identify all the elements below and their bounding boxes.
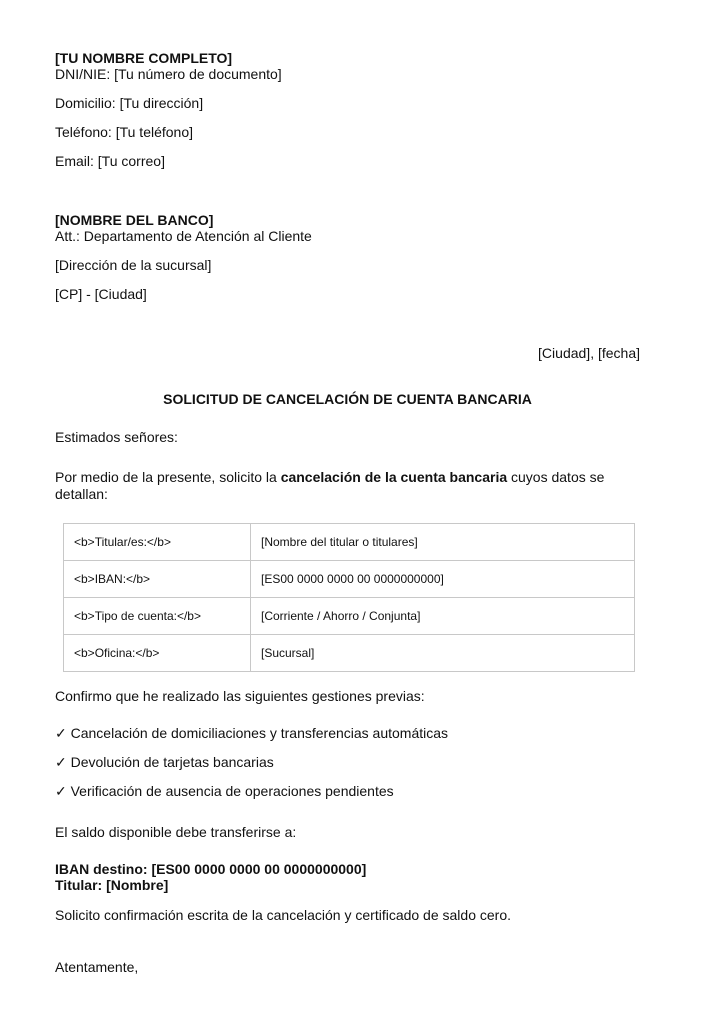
confirmation-request: Solicito confirmación escrita de la cancelación y certificado de saldo cero. xyxy=(55,907,512,923)
destination-iban: IBAN destino: [ES00 0000 0000 00 0000000000] xyxy=(55,861,367,877)
account-table xyxy=(63,523,635,672)
row-value: [Corriente / Ahorro / Conjunta] xyxy=(251,598,635,635)
table-row xyxy=(64,635,635,672)
letter-subject: SOLICITUD DE CANCELACIÓN DE CUENTA BANCARIA xyxy=(163,391,532,407)
table-row xyxy=(64,524,635,561)
row-value: [Sucursal] xyxy=(251,635,635,672)
sender-email: Email: [Tu correo] xyxy=(55,153,165,169)
row-label: <b>Titular/es:</b> xyxy=(64,524,251,561)
transfer-intro: El saldo disponible debe transferirse a: xyxy=(55,824,297,840)
letter-page xyxy=(55,0,640,1024)
row-label: <b>Oficina:</b> xyxy=(64,635,251,672)
table-row xyxy=(64,561,635,598)
sender-dni: DNI/NIE: [Tu número de documento] xyxy=(55,66,282,82)
bank-name: [NOMBRE DEL BANCO] xyxy=(55,212,214,228)
destination-holder: Titular: [Nombre] xyxy=(55,877,169,893)
sender-phone: Teléfono: [Tu teléfono] xyxy=(55,124,194,140)
checklist-item: ✓ Verificación de ausencia de operaciones pendientes xyxy=(55,783,394,799)
table-row xyxy=(64,598,635,635)
intro-paragraph xyxy=(55,469,640,503)
intro-text-bold: cancelación de la cuenta bancaria xyxy=(280,469,508,485)
row-label: <b>IBAN:</b> xyxy=(64,561,251,598)
checklist-item: ✓ Cancelación de domiciliaciones y transferencias automáticas xyxy=(55,725,449,741)
row-label: <b>Tipo de cuenta:</b> xyxy=(64,598,251,635)
greeting: Estimados señores: xyxy=(55,429,178,445)
intro-text-end: cuyos datos se detallan: xyxy=(55,469,605,502)
row-value: [ES00 0000 0000 00 0000000000] xyxy=(251,561,635,598)
place-date: [Ciudad], [fecha] xyxy=(538,345,640,361)
sender-address: Domicilio: [Tu dirección] xyxy=(55,95,204,111)
closing: Atentamente, xyxy=(55,959,139,975)
row-value: [Nombre del titular o titulares] xyxy=(251,524,635,561)
branch-city: [CP] - [Ciudad] xyxy=(55,286,147,302)
intro-text-start: Por medio de la presente, solicito la xyxy=(55,469,281,485)
confirm-intro: Confirmo que he realizado las siguientes gestiones previas: xyxy=(55,688,425,704)
checklist-item: ✓ Devolución de tarjetas bancarias xyxy=(55,754,274,770)
bank-attention: Att.: Departamento de Atención al Cliente xyxy=(55,228,312,244)
sender-name: [TU NOMBRE COMPLETO] xyxy=(55,50,233,66)
branch-address: [Dirección de la sucursal] xyxy=(55,257,212,273)
